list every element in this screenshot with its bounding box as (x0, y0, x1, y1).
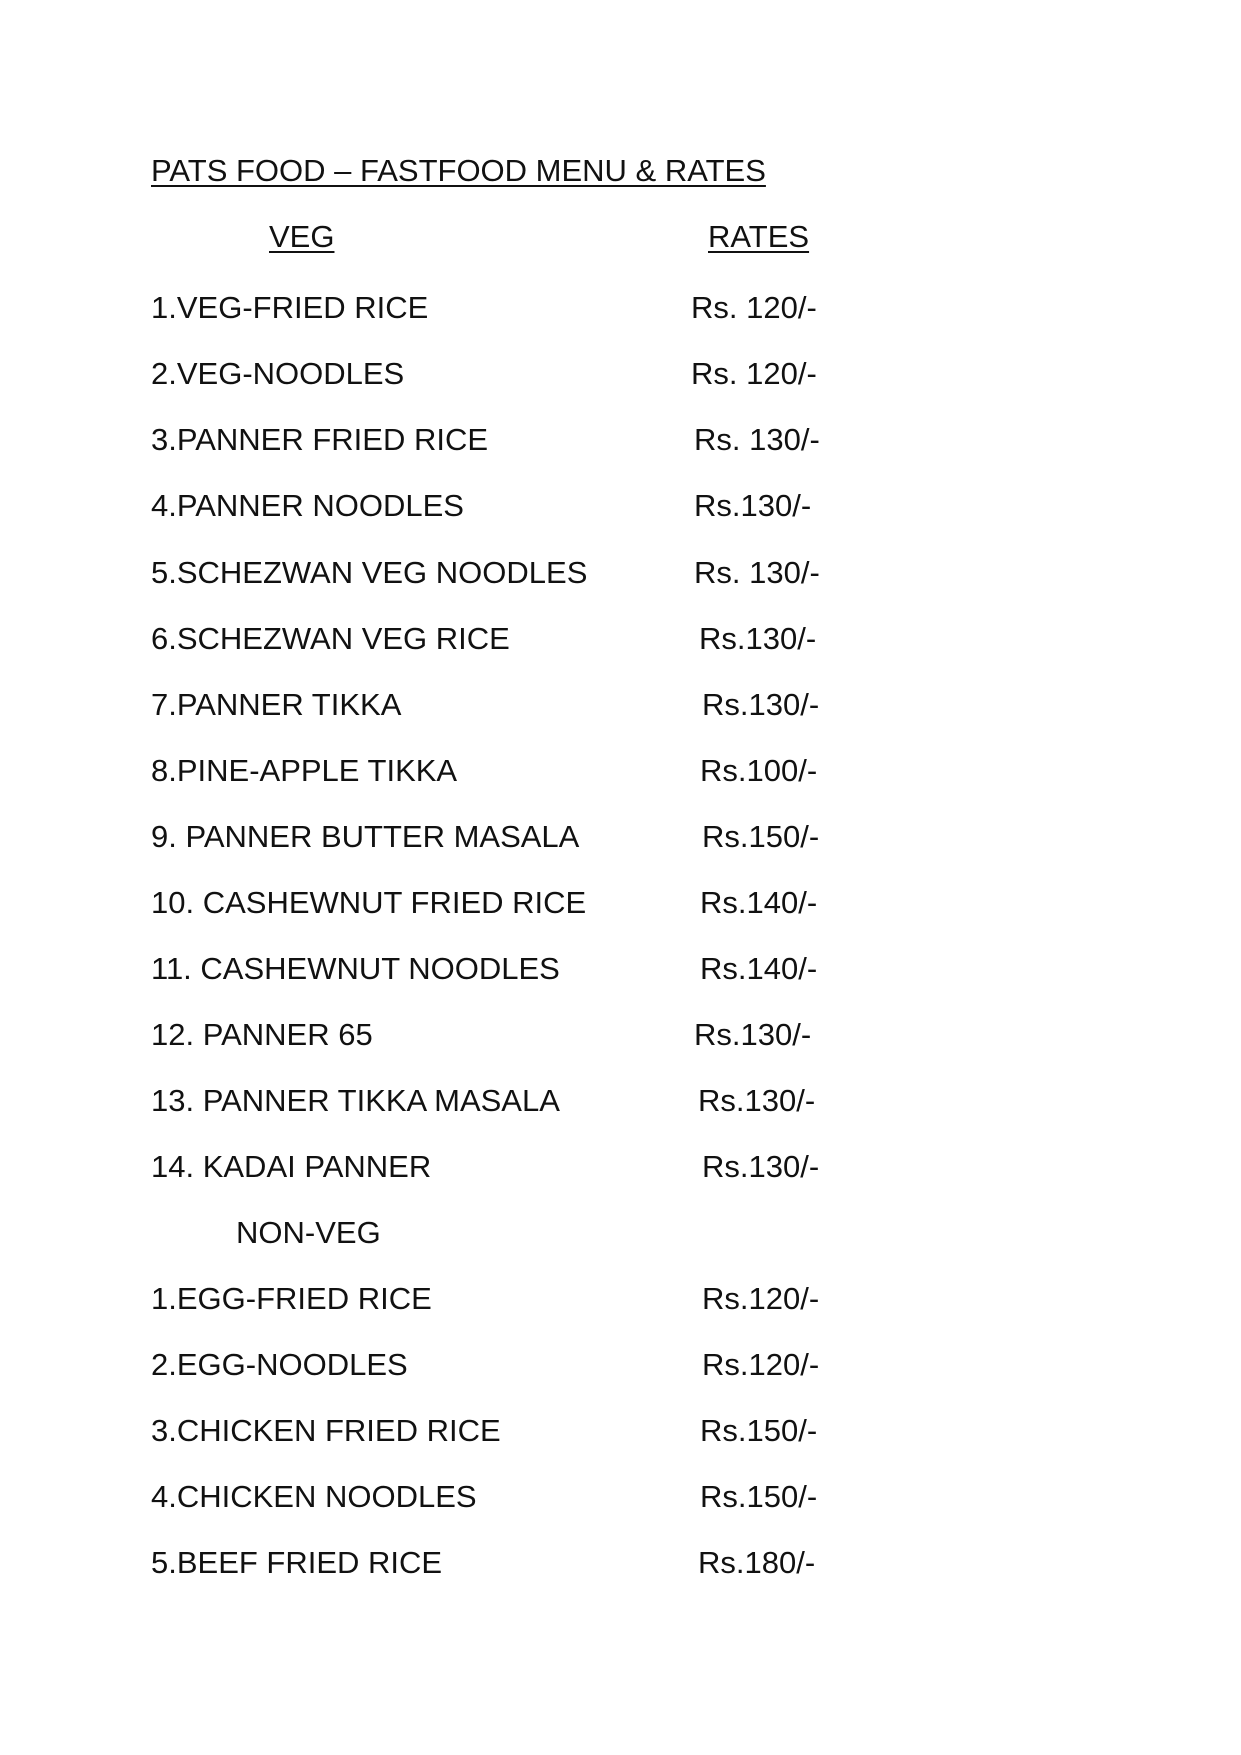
item-name: 11. CASHEWNUT NOODLES (151, 951, 560, 986)
veg-menu-row (0, 687, 1241, 727)
veg-menu-row (0, 753, 1241, 793)
item-rate: Rs.150/- (702, 819, 820, 854)
item-name: 9. PANNER BUTTER MASALA (151, 819, 580, 854)
item-name: 13. PANNER TIKKA MASALA (151, 1083, 560, 1118)
item-name: 1.VEG-FRIED RICE (151, 290, 429, 325)
veg-menu-row (0, 422, 1241, 462)
veg-menu-row (0, 621, 1241, 661)
item-rate: Rs.130/- (698, 1083, 816, 1118)
veg-menu-row (0, 555, 1241, 595)
item-rate: Rs. 130/- (694, 555, 820, 590)
item-rate: Rs. 120/- (691, 290, 817, 325)
item-rate: Rs. 120/- (691, 356, 817, 391)
item-rate: Rs.150/- (700, 1413, 818, 1448)
veg-menu-row (0, 1083, 1241, 1123)
item-name: 5.SCHEZWAN VEG NOODLES (151, 555, 588, 590)
item-rate: Rs.140/- (700, 951, 818, 986)
item-rate: Rs. 130/- (694, 422, 820, 457)
non-veg-menu-row (0, 1281, 1241, 1321)
non-veg-menu-row (0, 1347, 1241, 1387)
item-name: 4.CHICKEN NOODLES (151, 1479, 477, 1514)
veg-menu-row (0, 1017, 1241, 1057)
item-name: 14. KADAI PANNER (151, 1149, 432, 1184)
veg-menu-row (0, 885, 1241, 925)
item-rate: Rs.120/- (702, 1281, 820, 1316)
non-veg-menu-row (0, 1413, 1241, 1453)
item-name: 5.BEEF FRIED RICE (151, 1545, 443, 1580)
item-rate: Rs.130/- (702, 1149, 820, 1184)
item-name: 6.SCHEZWAN VEG RICE (151, 621, 510, 656)
menu-title: PATS FOOD – FASTFOOD MENU & RATES (151, 153, 766, 188)
non-veg-section-label: NON-VEG (236, 1215, 381, 1250)
item-rate: Rs.130/- (699, 621, 817, 656)
item-rate: Rs.180/- (698, 1545, 816, 1580)
item-name: 3.PANNER FRIED RICE (151, 422, 489, 457)
item-rate: Rs.120/- (702, 1347, 820, 1382)
veg-column-header: VEG (269, 219, 335, 254)
item-rate: Rs.130/- (694, 1017, 812, 1052)
veg-menu-row (0, 356, 1241, 396)
item-rate: Rs.130/- (694, 488, 812, 523)
item-name: 7.PANNER TIKKA (151, 687, 402, 722)
item-rate: Rs.150/- (700, 1479, 818, 1514)
veg-menu-row (0, 488, 1241, 528)
veg-menu-row (0, 951, 1241, 991)
item-name: 1.EGG-FRIED RICE (151, 1281, 432, 1316)
item-name: 3.CHICKEN FRIED RICE (151, 1413, 501, 1448)
non-veg-menu-row (0, 1479, 1241, 1519)
veg-menu-row (0, 290, 1241, 330)
item-name: 4.PANNER NOODLES (151, 488, 464, 523)
item-rate: Rs.140/- (700, 885, 818, 920)
item-name: 8.PINE-APPLE TIKKA (151, 753, 458, 788)
non-veg-menu-row (0, 1545, 1241, 1585)
rates-column-header: RATES (708, 219, 810, 254)
item-name: 12. PANNER 65 (151, 1017, 373, 1052)
item-rate: Rs.100/- (700, 753, 818, 788)
item-name: 2.VEG-NOODLES (151, 356, 405, 391)
item-rate: Rs.130/- (702, 687, 820, 722)
item-name: 10. CASHEWNUT FRIED RICE (151, 885, 587, 920)
veg-menu-row (0, 1149, 1241, 1189)
item-name: 2.EGG-NOODLES (151, 1347, 408, 1382)
veg-menu-row (0, 819, 1241, 859)
